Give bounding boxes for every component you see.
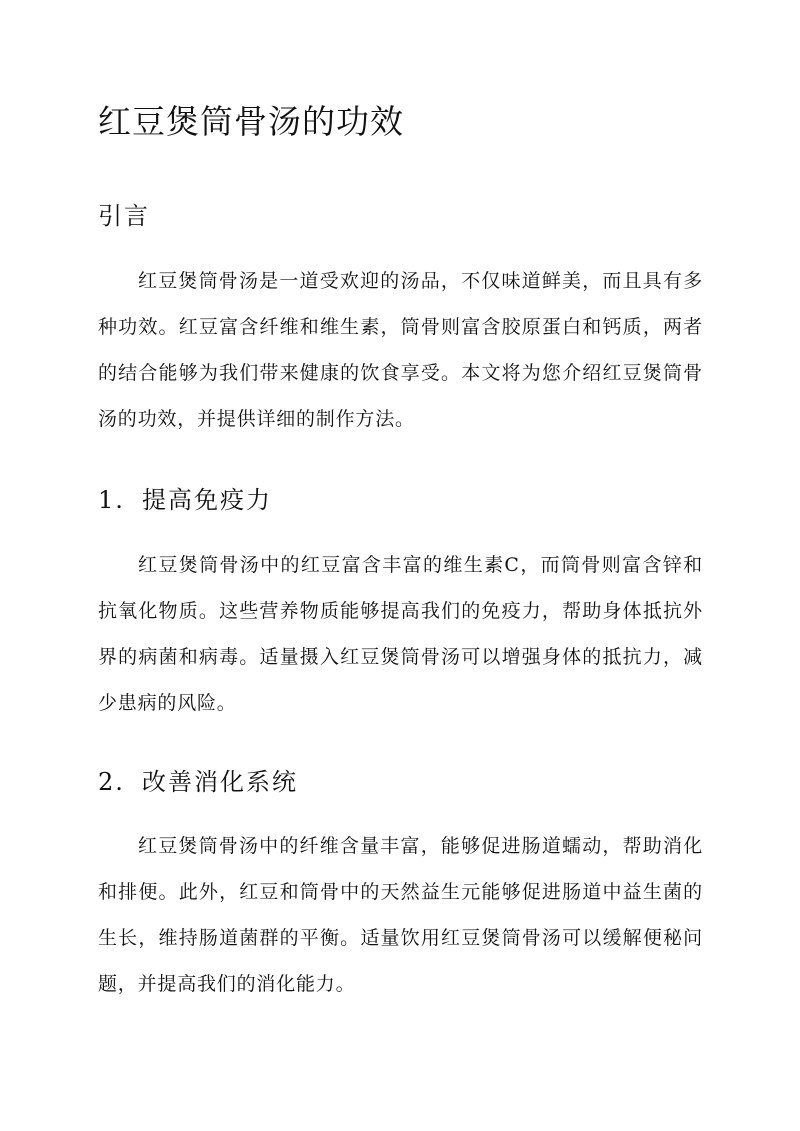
section-number: 1.: [98, 486, 125, 514]
section-heading-intro: [98, 196, 150, 231]
section-paragraph-intro: 红豆煲筒骨汤是一道受欢迎的汤品，不仅味道鲜美，而且具有多种功效。红豆富含纤维和维生素，筒骨则富含胶原蛋白和钙质，两者的结合能够为我们带来健康的饮食享受。本文将为您介绍红豆煲筒骨汤的功效，并提供详细的制作方法。: [98, 270, 703, 430]
section-paragraph-immunity: 红豆煲筒骨汤中的红豆富含丰富的维生素C，而筒骨则富含锌和抗氧化物质。这些营养物质能够提高我们的免疫力，帮助身体抵抗外界的病菌和病毒。适量摄入红豆煲筒骨汤可以增强身体的抵抗力，减少患病的风险。: [98, 554, 703, 714]
section-heading-digestion: [98, 762, 298, 797]
section-heading-text: 改善消化系统: [142, 768, 298, 796]
section-number: 2.: [98, 768, 125, 796]
section-heading-text: 引言: [98, 202, 150, 230]
section-heading-text: 提高免疫力: [142, 486, 272, 514]
section-heading-immunity: [98, 480, 272, 515]
section-paragraph-digestion: 红豆煲筒骨汤中的纤维含量丰富，能够促进肠道蠕动，帮助消化和排便。此外，红豆和筒骨中的天然益生元能够促进肠道中益生菌的生长，维持肠道菌群的平衡。适量饮用红豆煲筒骨汤可以缓解便秘问题，并提高我们的消化能力。: [98, 835, 703, 995]
document-title: 红豆煲筒骨汤的功效: [98, 102, 404, 141]
